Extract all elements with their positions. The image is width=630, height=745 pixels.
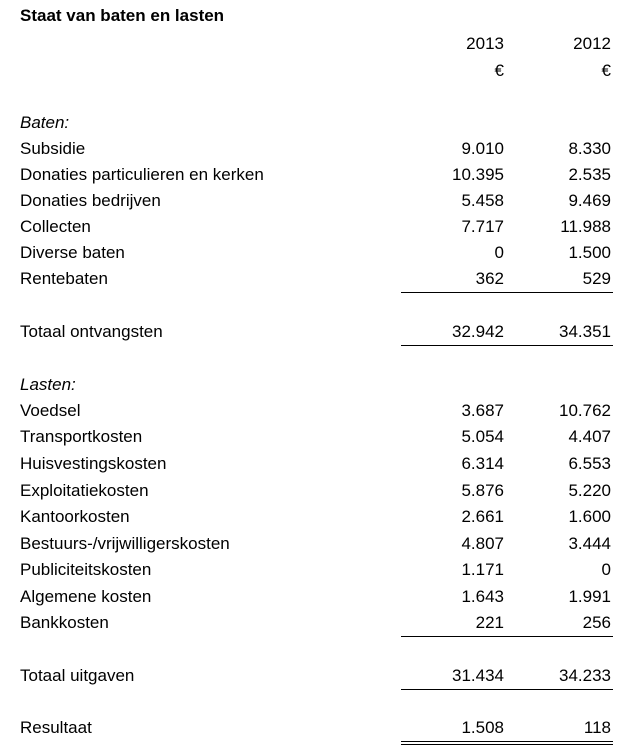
row-value-2012: 529: [582, 269, 611, 288]
row-label: Diverse baten: [20, 243, 125, 262]
table-row: [0, 398, 630, 424]
table-row: [0, 424, 630, 450]
row-value-2013: 4.807: [461, 534, 504, 553]
row-value-2012: 256: [582, 613, 611, 632]
row-value-2013: 221: [475, 613, 504, 632]
table-row: [0, 531, 630, 557]
total-row-uitgaven: [0, 663, 630, 689]
table-row: [0, 584, 630, 610]
row-label: Algemene kosten: [20, 587, 152, 606]
row-value-2013: 1.643: [461, 587, 504, 606]
total-rule: [401, 689, 613, 690]
table-row: [0, 266, 630, 292]
total-label: Totaal uitgaven: [20, 666, 135, 685]
table-row: [0, 610, 630, 636]
total-row-ontvangsten: [0, 319, 630, 345]
result-double-rule: [401, 741, 613, 745]
row-value-2013: 3.687: [461, 401, 504, 420]
table-row: [0, 162, 630, 188]
row-label: Publiciteitskosten: [20, 560, 152, 579]
section-heading-lasten: [0, 372, 630, 398]
result-label: Resultaat: [20, 718, 92, 737]
row-label: Voedsel: [20, 401, 81, 420]
row-value-2013: 1.171: [461, 560, 504, 579]
result-value-2012: 118: [583, 718, 611, 737]
table-row: [0, 188, 630, 214]
statement-title: Staat van baten en lasten: [20, 6, 225, 25]
row-value-2012: 11.988: [560, 217, 611, 236]
table-row: [0, 478, 630, 504]
row-label: Transportkosten: [20, 427, 143, 446]
row-value-2013: 5.458: [461, 191, 504, 210]
table-row: [0, 557, 630, 583]
row-label: Kantoorkosten: [20, 507, 130, 526]
row-value-2013: 2.661: [461, 507, 504, 526]
row-value-2013: 5.876: [461, 481, 504, 500]
row-value-2012: 2.535: [568, 165, 611, 184]
subtotal-rule: [401, 292, 613, 293]
total-value-2013: 31.434: [452, 666, 504, 685]
row-value-2013: 362: [475, 269, 504, 288]
row-label: Huisvestingskosten: [20, 454, 167, 473]
section-heading-label: Lasten:: [20, 375, 76, 394]
row-value-2012: 4.407: [568, 427, 611, 446]
total-label: Totaal ontvangsten: [20, 322, 163, 341]
row-value-2012: 5.220: [568, 481, 611, 500]
row-value-2013: 7.717: [461, 217, 504, 236]
row-value-2012: 0: [601, 560, 611, 579]
column-year-2012: 2012: [573, 34, 611, 53]
total-rule: [401, 345, 613, 346]
row-value-2013: 0: [494, 243, 504, 262]
table-row: [0, 214, 630, 240]
result-value-2013: 1.508: [461, 718, 504, 737]
total-value-2012: 34.351: [559, 322, 611, 341]
table-row: [0, 136, 630, 162]
row-value-2012: 1.500: [568, 243, 611, 262]
row-value-2013: 9.010: [461, 139, 504, 158]
row-value-2012: 9.469: [568, 191, 611, 210]
row-value-2012: 1.600: [568, 507, 611, 526]
table-row: [0, 504, 630, 530]
row-label: Rentebaten: [20, 269, 108, 288]
row-value-2012: 1.991: [568, 587, 611, 606]
row-value-2013: 6.314: [461, 454, 504, 473]
table-row: [0, 240, 630, 266]
column-currency-2012: €: [601, 61, 611, 80]
column-currency-2013: €: [494, 61, 504, 80]
row-label: Donaties particulieren en kerken: [20, 165, 264, 184]
row-value-2013: 5.054: [461, 427, 504, 446]
row-value-2012: 10.762: [559, 401, 611, 420]
table-row: [0, 451, 630, 477]
total-value-2012: 34.233: [559, 666, 611, 685]
row-label: Donaties bedrijven: [20, 191, 161, 210]
row-label: Exploitatiekosten: [20, 481, 149, 500]
row-value-2013: 10.395: [452, 165, 504, 184]
row-value-2012: 3.444: [568, 534, 611, 553]
row-label: Bankkosten: [20, 613, 109, 632]
row-label: Bestuurs-/vrijwilligerskosten: [20, 534, 230, 553]
section-heading-baten: [0, 110, 630, 136]
result-row: [0, 715, 630, 741]
column-year-2013: 2013: [466, 34, 504, 53]
subtotal-rule: [401, 636, 613, 637]
row-value-2012: 8.330: [568, 139, 611, 158]
row-label: Collecten: [20, 217, 91, 236]
section-heading-label: Baten:: [20, 113, 70, 132]
row-label: Subsidie: [20, 139, 86, 158]
row-value-2012: 6.553: [568, 454, 611, 473]
total-value-2013: 32.942: [452, 322, 504, 341]
